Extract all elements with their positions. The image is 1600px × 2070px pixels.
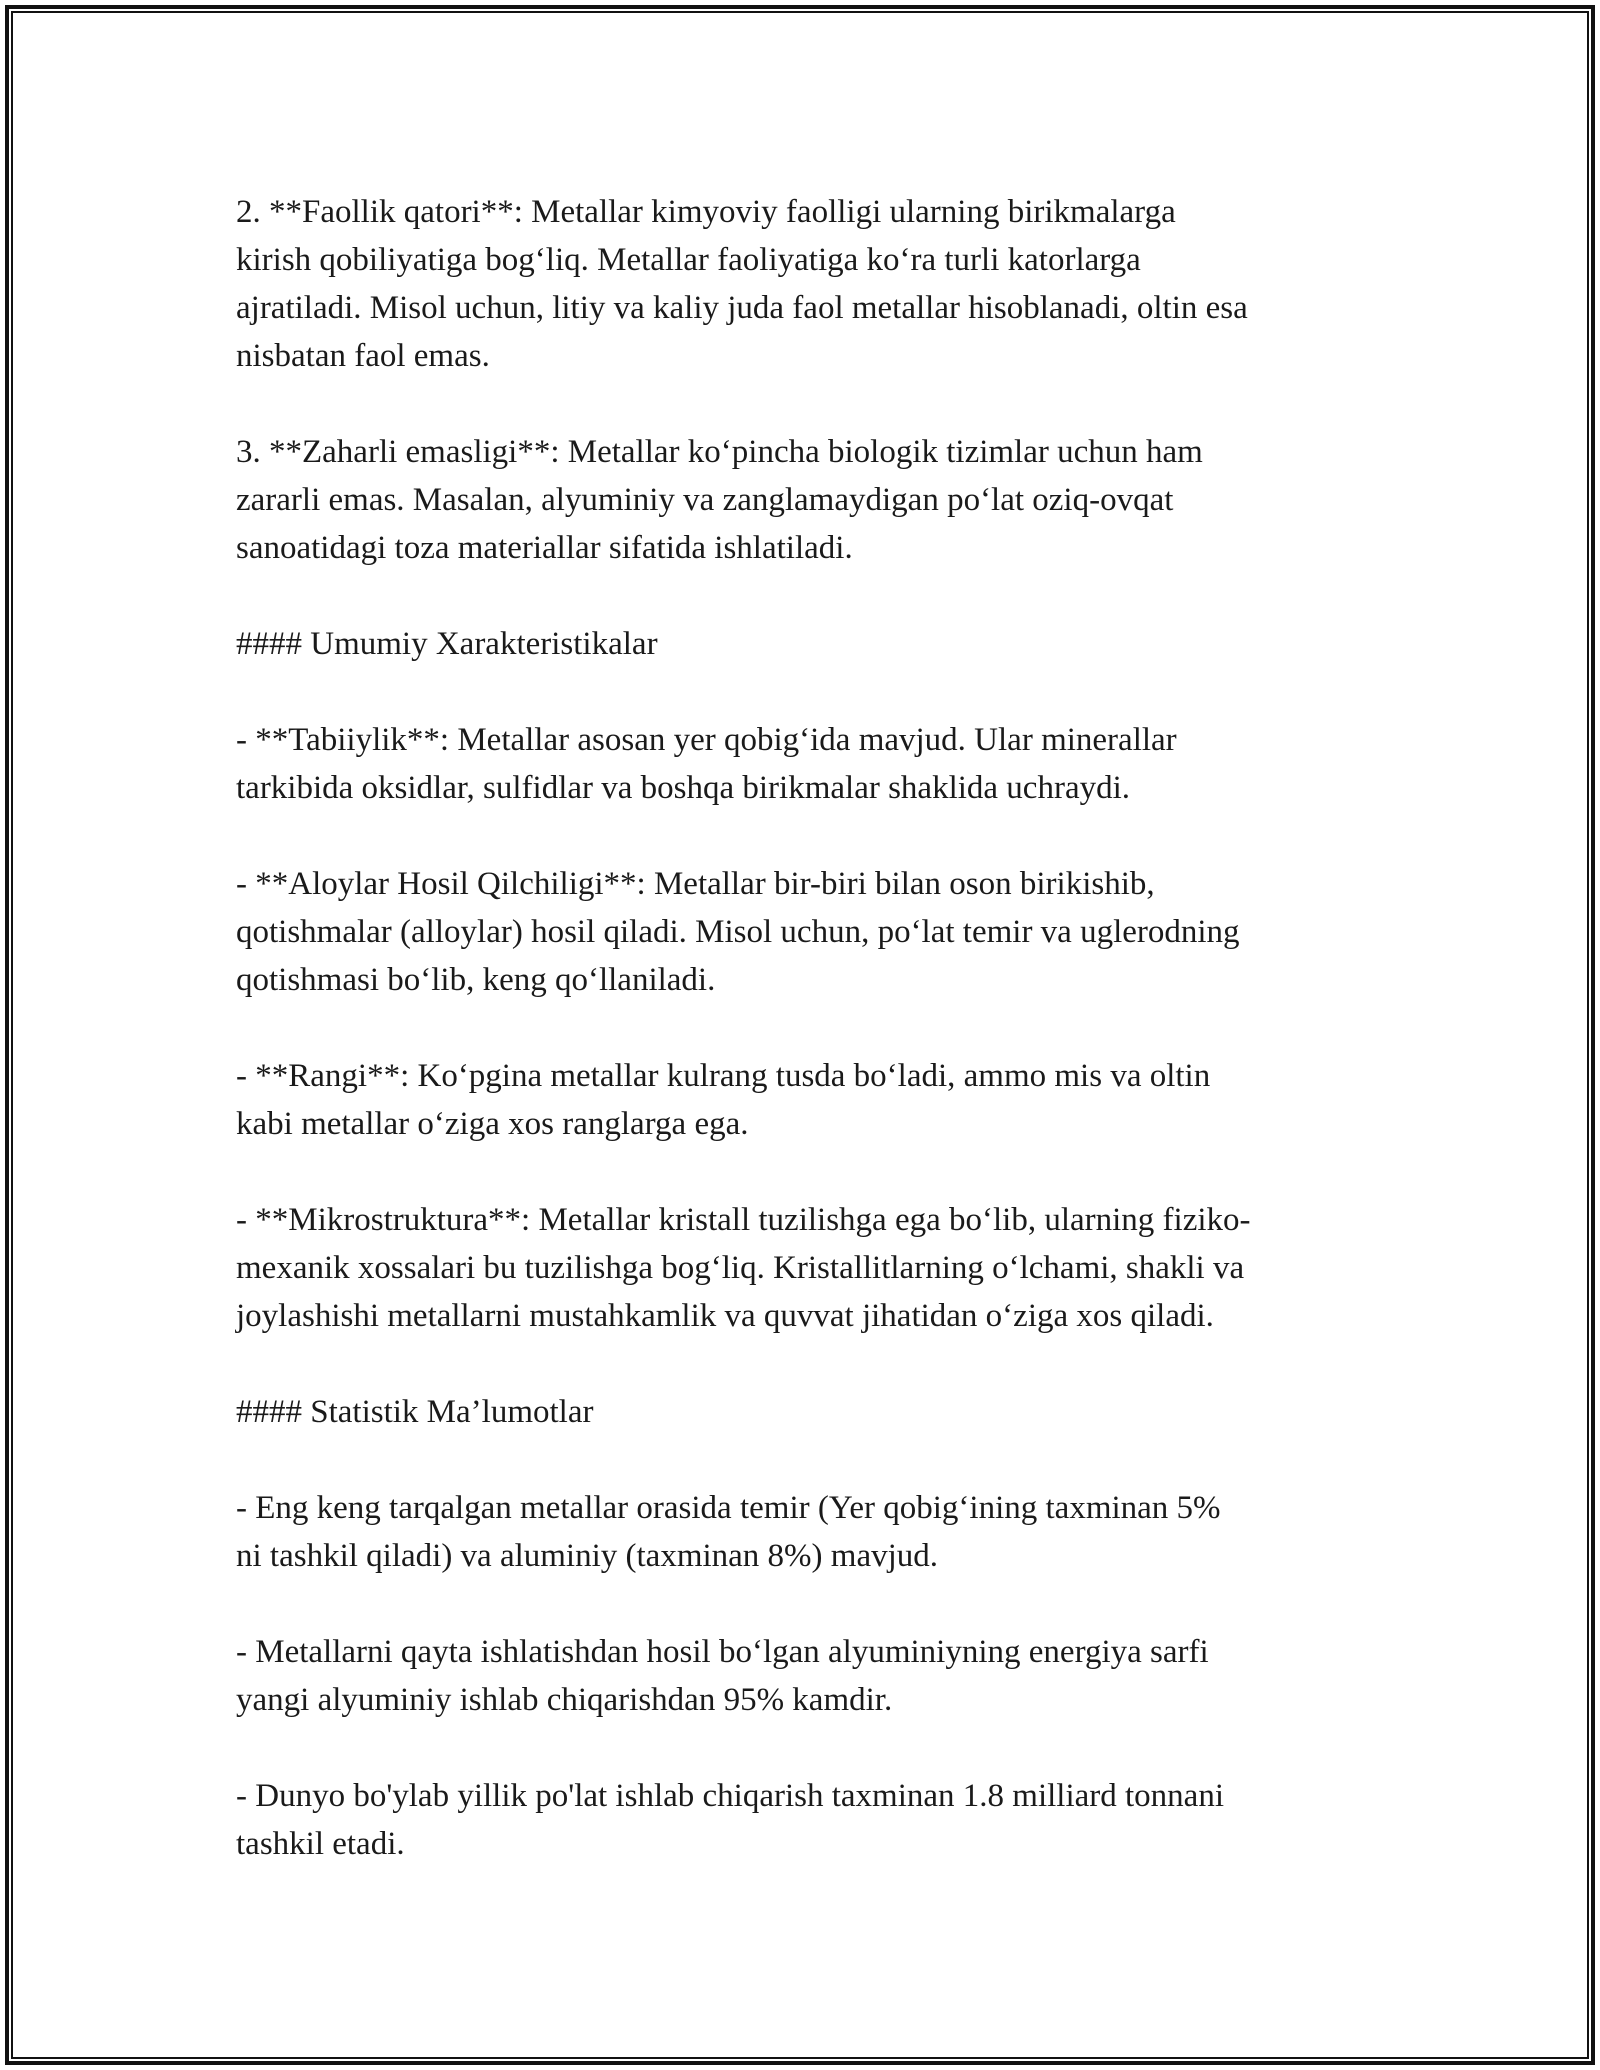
text-line: - **Rangi**: Ko‘pgina metallar kulrang tusda bo‘ladi, ammo mis va oltin — [236, 1058, 1211, 1094]
text-line: ni tashkil qiladi) va aluminiy (taxminan 8%) mavjud. — [236, 1538, 939, 1574]
text-line: tarkibida oksidlar, sulfidlar va boshqa birikmalar shaklida uchraydi. — [236, 770, 1131, 806]
text-line: nisbatan faol emas. — [236, 338, 490, 374]
text-line: qotishmasi bo‘lib, keng qo‘llaniladi. — [236, 962, 716, 998]
zaharli-emasligi-paragraph — [236, 428, 1376, 572]
text-line: - Dunyo bo'ylab yillik po'lat ishlab chiqarish taxminan 1.8 milliard tonnani — [236, 1778, 1224, 1814]
text-line: - Metallarni qayta ishlatishdan hosil bo‘lgan alyuminiyning energiya sarfi — [236, 1634, 1209, 1670]
text-line: sanoatidagi toza materiallar sifatida ishlatiladi. — [236, 530, 853, 566]
text-line: - **Aloylar Hosil Qilchiligi**: Metallar bir-biri bilan oson birikishib, — [236, 866, 1155, 902]
text-line: - Eng keng tarqalgan metallar orasida temir (Yer qobig‘ining taxminan 5% — [236, 1490, 1221, 1526]
text-line: joylashishi metallarni mustahkamlik va quvvat jihatidan o‘ziga xos qiladi. — [236, 1298, 1214, 1334]
text-line: kirish qobiliyatiga bog‘liq. Metallar faoliyatiga ko‘ra turli katorlarga — [236, 242, 1141, 278]
text-line: kabi metallar o‘ziga xos ranglarga ega. — [236, 1106, 749, 1142]
document-body — [236, 188, 1376, 1868]
aloylar-hosil-paragraph — [236, 860, 1376, 1004]
text-line: tashkil etadi. — [236, 1826, 405, 1862]
text-line: 2. **Faollik qatori**: Metallar kimyoviy faolligi ularning birikmalarga — [236, 194, 1176, 230]
polat-ishlab-chiqarish-stat-paragraph — [236, 1772, 1376, 1868]
text-line: - **Mikrostruktura**: Metallar kristall tuzilishga ega bo‘lib, ularning fiziko- — [236, 1202, 1251, 1238]
text-line: - **Tabiiylik**: Metallar asosan yer qobig‘ida mavjud. Ular minerallar — [236, 722, 1177, 758]
text-line: qotishmalar (alloylar) hosil qiladi. Misol uchun, po‘lat temir va uglerodning — [236, 914, 1240, 950]
text-line: 3. **Zaharli emasligi**: Metallar ko‘pincha biologik tizimlar uchun ham — [236, 434, 1203, 470]
rangi-paragraph — [236, 1052, 1376, 1148]
tabiiylik-paragraph — [236, 716, 1376, 812]
text-line: #### Umumiy Xarakteristikalar — [236, 626, 658, 662]
text-line: ajratiladi. Misol uchun, litiy va kaliy juda faol metallar hisoblanadi, oltin esa — [236, 290, 1248, 326]
text-line: zararli emas. Masalan, alyuminiy va zanglamaydigan po‘lat oziq-ovqat — [236, 482, 1174, 518]
statistik-malumotlar-heading — [236, 1388, 1376, 1436]
text-line: #### Statistik Ma’lumotlar — [236, 1394, 594, 1430]
faollik-qatori-paragraph — [236, 188, 1376, 380]
temir-aluminiy-stat-paragraph — [236, 1484, 1376, 1580]
qayta-ishlatish-stat-paragraph — [236, 1628, 1376, 1724]
umumiy-xarakteristikalar-heading — [236, 620, 1376, 668]
text-line: yangi alyuminiy ishlab chiqarishdan 95% kamdir. — [236, 1682, 893, 1718]
text-line: mexanik xossalari bu tuzilishga bog‘liq. Kristallitlarning o‘lchami, shakli va — [236, 1250, 1245, 1286]
mikrostruktura-paragraph — [236, 1196, 1376, 1340]
